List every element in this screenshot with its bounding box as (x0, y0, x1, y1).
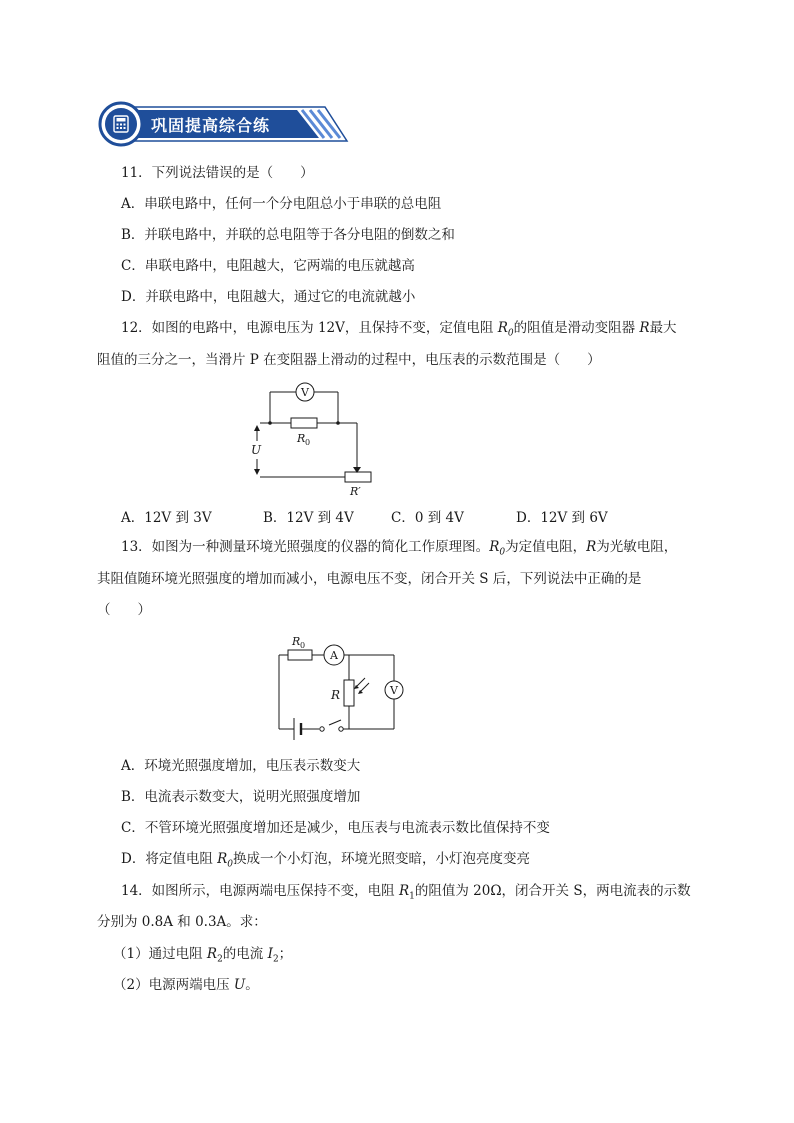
q11-option-a: A．串联电路中，任何一个分电阻总小于串联的总电阻 (121, 196, 442, 212)
resistor-r0-subscript: 0 (300, 641, 306, 650)
q13-stem-line3: （ ） (97, 602, 151, 618)
section-banner (97, 101, 352, 147)
q13-option-b: B．电流表示数变大，说明光照强度增加 (121, 789, 361, 805)
ammeter-symbol: A (330, 649, 338, 662)
q11-option-d: D．并联电路中，电阻越大，通过它的电流就越小 (121, 289, 416, 305)
voltmeter-symbol: V (301, 386, 309, 399)
q11-option-c: C．串联电路中，电阻越大，它两端的电压就越高 (121, 258, 415, 274)
q12-options (121, 506, 681, 526)
resistor-r0-label: R (292, 635, 301, 648)
q12-stem-line1: 12．如图的电路中，电源电压为 12V，且保持不变，定值电阻 $R_0$的阻值是滑动变阻器 R最大 (121, 320, 677, 339)
q14-stem-line1: 14．如图所示，电源两端电压保持不变，电阻 $R_1$的阻值为 20Ω，闭合开关 S，两电流表的示数 (121, 883, 691, 902)
q14-subquestion-2: （2）电源两端电压 U。 (113, 977, 259, 993)
q11-option-b: B．并联电路中，并联的总电阻等于各分电阻的倒数之和 (121, 227, 455, 243)
q13-option-a: A．环境光照强度增加，电压表示数变大 (121, 758, 361, 774)
q14-stem-line2: 分别为 0.8A 和 0.3A。求： (97, 914, 267, 930)
resistor-r0-label: R (297, 432, 306, 445)
q12-option-c: C．0 到 4V (391, 510, 464, 526)
q12-option-a: A．12V 到 3V (121, 510, 212, 526)
q11-stem: 11．下列说法错误的是（ ） (121, 165, 314, 181)
photoresistor-label: R (331, 688, 341, 702)
q13-option-d: D．将定值电阻 $R_0$换成一个小灯泡，环境光照变暗，小灯泡亮度变亮 (121, 851, 531, 870)
q12-option-d: D．12V 到 6V (516, 510, 608, 526)
q13-option-c: C．不管环境光照强度增加还是减少，电压表与电流表示数比值保持不变 (121, 820, 550, 836)
section-title: 巩固提高综合练 (151, 116, 271, 135)
resistor-r0-subscript: 0 (305, 438, 311, 447)
q13-stem-line1: 13．如图为一种测量环境光照强度的仪器的简化工作原理图。$R_0$为定值电阻，R为光敏电阻， (121, 539, 678, 558)
calculator-icon (113, 115, 129, 133)
q13-stem-line2: 其阻值随环境光照强度的增加而减小，电源电压不变，闭合开关 S 后，下列说法中正确的是 (97, 571, 642, 587)
rheostat-label: R′ (350, 485, 361, 498)
q14-subquestion-1: （1）通过电阻 $R_2$的电流 $I_2$； (113, 946, 293, 965)
q12-circuit-figure (240, 376, 390, 505)
q12-stem-line2: 阻值的三分之一，当滑片 P 在变阻器上滑动的过程中，电压表的示数范围是（ ） (97, 352, 601, 368)
q13-circuit-figure (270, 628, 415, 744)
q12-option-b: B．12V 到 4V (263, 510, 354, 526)
voltmeter-symbol: V (390, 684, 398, 697)
source-voltage-label: U (251, 443, 262, 457)
